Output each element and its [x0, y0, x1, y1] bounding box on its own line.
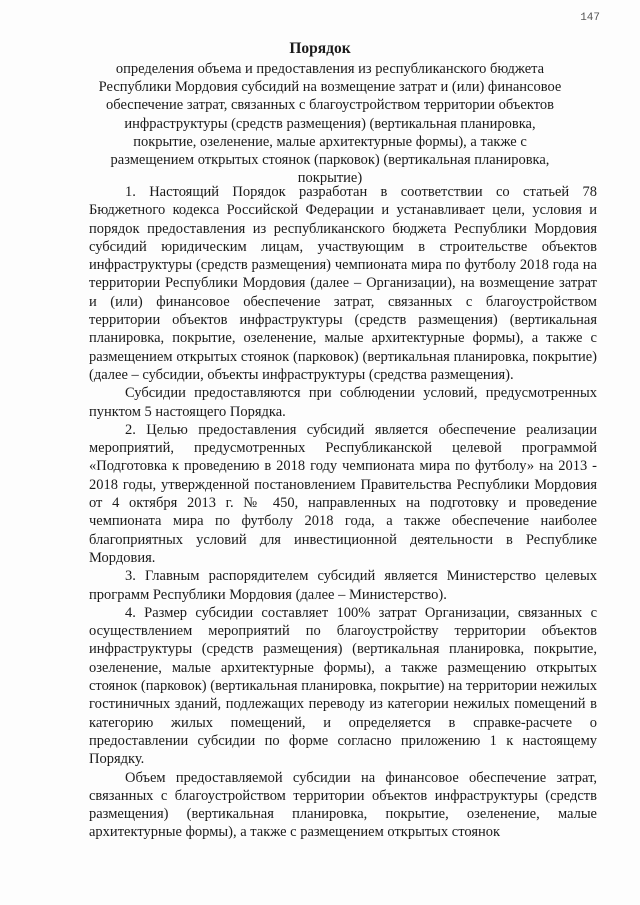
paragraph-4: 3. Главным распорядителем субсидий является Министерство целевых программ Республики Мордовия (далее – Министерство). — [89, 568, 597, 603]
paragraph-2: Субсидии предоставляются при соблюдении условий, предусмотренных пунктом 5 настоящего Порядка. — [89, 385, 597, 420]
paragraph-5: 4. Размер субсидии составляет 100% затрат Организации, связанных с осуществлением мероприятий по благоустройству территории объектов инфраструктуры (средств размещения) (вертикальная планировка, покрытие, озеленение, малые архитектурные формы), а также размещению открытых стоянок (парковок) (вертикальная планировка, покрытие) на территории нежилых гостиничных зданий, подлежащих переводу из категории нежилых помещений в категорию жилых помещений, и определяется в справке-расчете о предоставлении субсидии по форме согласно приложению 1 к настоящему Порядку. — [89, 604, 597, 768]
document-title: Порядок — [289, 40, 351, 57]
paragraph-3: 2. Целью предоставления субсидий является обеспечение реализации мероприятий, предусмотренных Республиканской целевой программой «Подготовка к проведению в 2018 году чемпионата мира по футболу» на 2013 - 2018 годы, утвержденной постановлением Правительства Республики Мордовия от 4 октября 2013 г. № 450, направленных на подготовку и проведение чемпионата мира по футболу 2018 года, а также обеспечение наиболее благоприятных условий для инвестиционной деятельности в Республике Мордовия. — [89, 421, 597, 566]
document-body — [89, 183, 597, 842]
page-number: 147 — [580, 12, 600, 24]
paragraph-1: 1. Настоящий Порядок разработан в соответствии со статьей 78 Бюджетного кодекса Российской Федерации и устанавливает цели, условия и порядок предоставления из республиканского бюджета Республики Мордовия субсидий юридическим лицам, участвующим в строительстве объектов инфраструктуры (средств размещения) чемпионата мира по футболу 2018 года на территории Республики Мордовия (далее – Организации), на возмещение затрат и (или) финансовое обеспечение затрат, связанных с благоустройством территории объектов инфраструктуры (средств размещения) (вертикальная планировка, покрытие, озеленение, малые архитектурные формы), а также с размещением открытых стоянок (парковок) (вертикальная планировка, покрытие) (далее – субсидии, объекты инфраструктуры (средства размещения). — [89, 184, 597, 383]
document-subtitle: определения объема и предоставления из республиканского бюджета Республики Мордовия субсидий на возмещение затрат и (или) финансовое обеспечение затрат, связанных с благоустройством территории объектов инфраструктуры (средств размещения) (вертикальная планировка, покрытие, озеленение, малые архитектурные формы), а также с размещением открытых стоянок (парковок) (вертикальная планировка, покрытие) — [98, 61, 562, 187]
paragraph-6: Объем предоставляемой субсидии на финансовое обеспечение затрат, связанных с благоустройством территории объектов инфраструктуры (средств размещения) (вертикальная планировка, покрытие, озеленение, малые архитектурные формы), а также с размещением открытых стоянок — [89, 769, 597, 841]
